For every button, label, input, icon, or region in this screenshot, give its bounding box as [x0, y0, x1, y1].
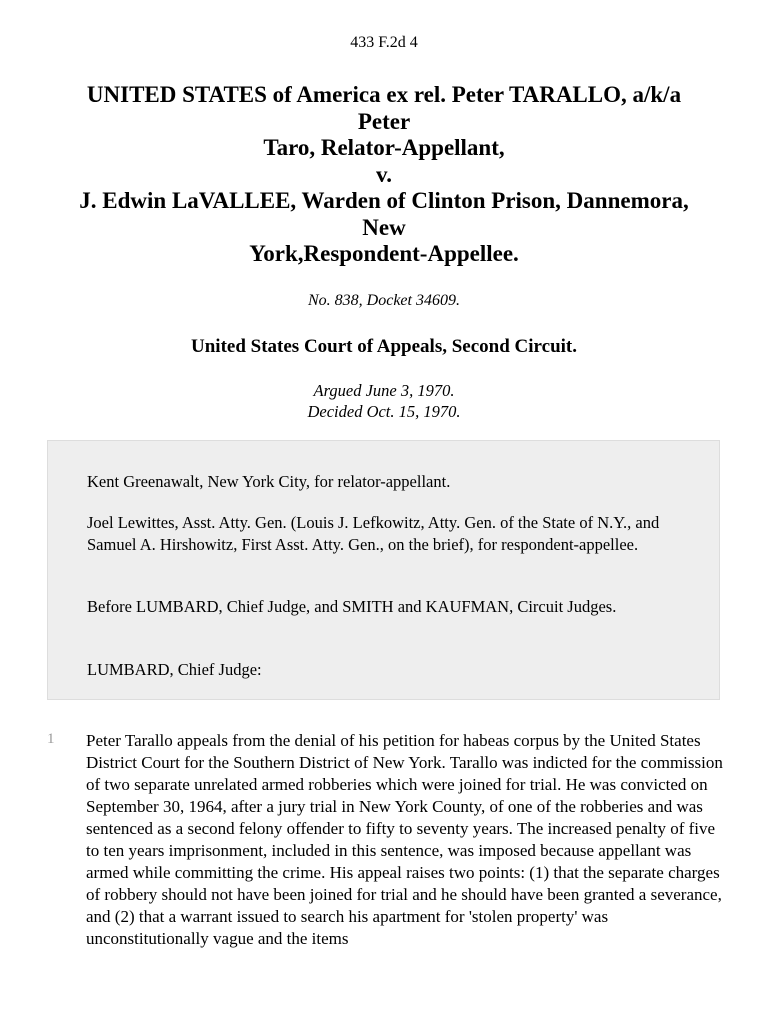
court-name: United States Court of Appeals, Second Circuit. [191, 336, 577, 357]
decided-date: Decided Oct. 15, 1970. [307, 402, 461, 421]
case-caption [30, 82, 738, 268]
caption-line: Taro, Relator-Appellant, [263, 135, 505, 160]
respondent-counsel: Joel Lewittes, Asst. Atty. Gen. (Louis J. Lefkowitz, Atty. Gen. of the State of N.Y., and Samuel A. Hirshowitz, First Asst. Atty. Gen., on the brief), for respondent-appellee. [87, 513, 660, 554]
relator-counsel: Kent Greenawalt, New York City, for relator-appellant. [87, 472, 451, 491]
caption-line: UNITED STATES of America ex rel. Peter TARALLO, a/k/a [86, 82, 682, 107]
bench-panel: Before LUMBARD, Chief Judge, and SMITH and KAUFMAN, Circuit Judges. [87, 597, 617, 616]
caption-line: New [362, 214, 406, 240]
opinion-author: LUMBARD, Chief Judge: [87, 660, 262, 679]
caption-line: Peter [357, 108, 411, 134]
caption-line: v. [376, 161, 392, 187]
docket-number: No. 838, Docket 34609. [308, 292, 460, 309]
paragraph-number: 1 [47, 731, 55, 747]
caption-line: J. Edwin LaVALLEE, Warden of Clinton Prison, Dannemora, [79, 188, 689, 213]
case-dates [0, 380, 768, 422]
argued-date: Argued June 3, 1970. [313, 381, 455, 400]
opinion-paragraph: Peter Tarallo appeals from the denial of his petition for habeas corpus by the United States District Court for the Southern District of New York. Tarallo was indicted for the commission of two separate unrelated armed robberies which were joined for trial. He was convicted on September 30, 1964, after a jury trial in New York County, of one of the robberies and was sentenced as a second felony offender to fifty to seventy years. The increased penalty of five to ten years imprisonment, included in this sentence, was imposed because appellant was armed while committing the crime. His appeal raises two points: (1) that the separate charges of robbery should not have been joined for trial and he should have been granted a severance, and (2) that a warrant issued to search his apartment for 'stolen property' was unconstitutionally vague and the items [86, 731, 723, 948]
counsel-panel [47, 440, 720, 700]
caption-line: York,Respondent-Appellee. [249, 241, 519, 266]
case-citation: 433 F.2d 4 [350, 34, 418, 51]
